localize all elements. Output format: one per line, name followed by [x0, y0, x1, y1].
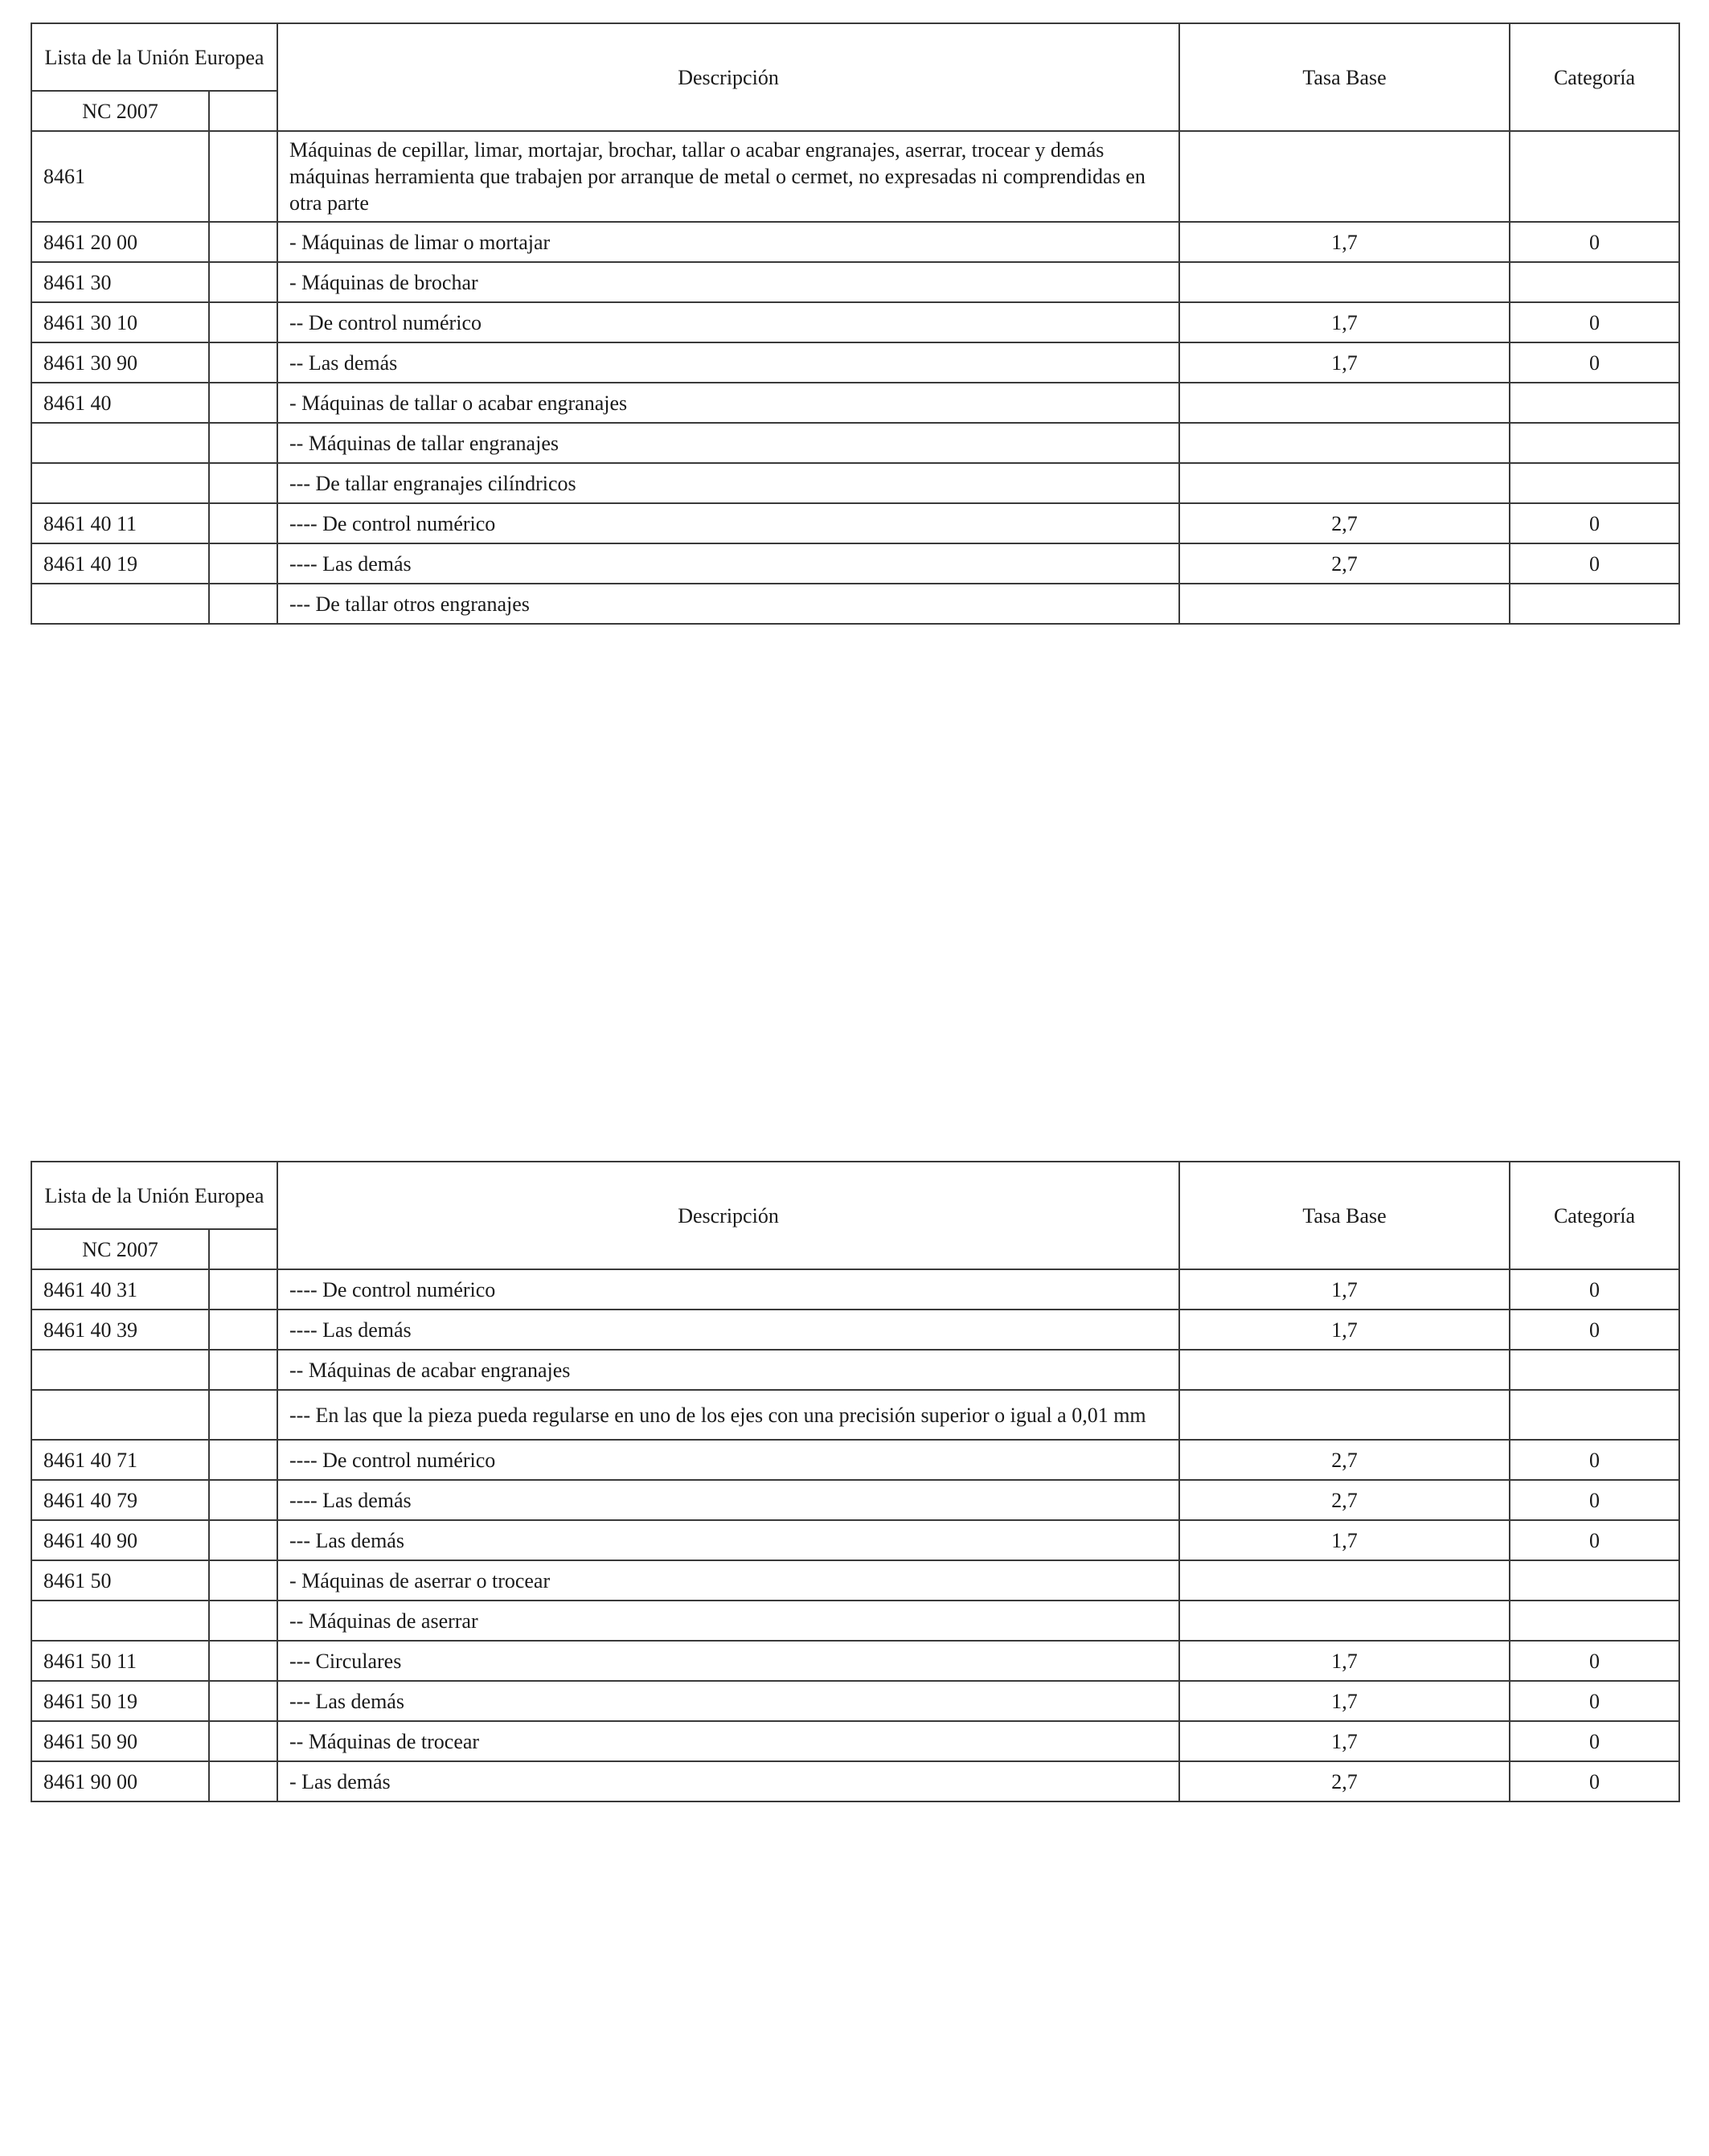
table-row	[31, 1641, 1679, 1681]
blank-cell	[209, 302, 277, 342]
category-cell	[1510, 383, 1679, 423]
table-row	[31, 1681, 1679, 1721]
blank-cell	[209, 383, 277, 423]
table-row	[31, 463, 1679, 503]
category-cell: 0	[1510, 1681, 1679, 1721]
description-cell: -- Máquinas de tallar engranajes	[277, 423, 1179, 463]
blank-cell	[209, 1721, 277, 1761]
blank-cell	[209, 262, 277, 302]
blank-cell	[209, 1310, 277, 1350]
category-header: Categoría	[1510, 23, 1679, 131]
table-row	[31, 503, 1679, 543]
description-cell: --- Circulares	[277, 1641, 1179, 1681]
cn-code-cell: 8461 40 11	[31, 503, 209, 543]
blank-cell	[209, 222, 277, 262]
category-cell: 0	[1510, 1721, 1679, 1761]
base-rate-cell	[1179, 423, 1510, 463]
cn-code-cell	[31, 584, 209, 624]
base-rate-cell	[1179, 131, 1510, 222]
table-row	[31, 1480, 1679, 1520]
description-cell: ---- Las demás	[277, 1480, 1179, 1520]
cn-code-cell: 8461 40 79	[31, 1480, 209, 1520]
category-cell	[1510, 584, 1679, 624]
category-cell	[1510, 1560, 1679, 1601]
cn-code-cell: 8461 30	[31, 262, 209, 302]
table-row	[31, 1269, 1679, 1310]
cn-code-cell: 8461 40	[31, 383, 209, 423]
blank-cell	[209, 503, 277, 543]
base-rate-cell	[1179, 1350, 1510, 1390]
description-header: Descripción	[277, 23, 1179, 131]
category-cell: 0	[1510, 503, 1679, 543]
table-row	[31, 1761, 1679, 1801]
table-row	[31, 1350, 1679, 1390]
cn-code-cell: 8461 50 11	[31, 1641, 209, 1681]
nc-header: NC 2007	[31, 91, 209, 131]
table-row	[31, 1601, 1679, 1641]
tariff-table-1	[31, 23, 1680, 625]
table-row	[31, 423, 1679, 463]
nc-header: NC 2007	[31, 1229, 209, 1269]
base-rate-cell: 1,7	[1179, 1520, 1510, 1560]
category-cell: 0	[1510, 1761, 1679, 1801]
cn-code-cell: 8461 50 19	[31, 1681, 209, 1721]
description-cell: -- Máquinas de acabar engranajes	[277, 1350, 1179, 1390]
base-rate-header: Tasa Base	[1179, 1162, 1510, 1269]
description-cell: --- Las demás	[277, 1520, 1179, 1560]
blank-cell	[209, 1560, 277, 1601]
cn-code-cell: 8461 40 19	[31, 543, 209, 584]
table-row	[31, 222, 1679, 262]
category-cell: 0	[1510, 1520, 1679, 1560]
base-rate-cell	[1179, 383, 1510, 423]
blank-cell	[209, 1390, 277, 1440]
base-rate-cell: 1,7	[1179, 302, 1510, 342]
blank-cell	[209, 1480, 277, 1520]
list-header: Lista de la Unión Europea	[31, 1162, 277, 1229]
blank-cell	[209, 584, 277, 624]
base-rate-cell: 1,7	[1179, 1269, 1510, 1310]
description-cell: ---- De control numérico	[277, 1440, 1179, 1480]
cn-code-cell: 8461 40 39	[31, 1310, 209, 1350]
table-row	[31, 1520, 1679, 1560]
cn-code-cell: 8461 40 90	[31, 1520, 209, 1560]
cn-code-cell: 8461 50 90	[31, 1721, 209, 1761]
category-cell: 0	[1510, 543, 1679, 584]
category-cell	[1510, 1601, 1679, 1641]
base-rate-cell	[1179, 1390, 1510, 1440]
description-cell: ---- Las demás	[277, 1310, 1179, 1350]
description-cell: -- De control numérico	[277, 302, 1179, 342]
description-cell: - Las demás	[277, 1761, 1179, 1801]
category-cell: 0	[1510, 222, 1679, 262]
category-cell: 0	[1510, 1269, 1679, 1310]
blank-cell	[209, 1350, 277, 1390]
table-row	[31, 1721, 1679, 1761]
base-rate-cell: 2,7	[1179, 543, 1510, 584]
table-row	[31, 1310, 1679, 1350]
description-cell: -- Máquinas de trocear	[277, 1721, 1179, 1761]
blank-cell	[209, 1269, 277, 1310]
category-cell	[1510, 423, 1679, 463]
blank-cell	[209, 1761, 277, 1801]
description-cell: -- Las demás	[277, 342, 1179, 383]
base-rate-cell: 1,7	[1179, 342, 1510, 383]
base-rate-cell: 1,7	[1179, 1721, 1510, 1761]
base-rate-cell	[1179, 584, 1510, 624]
category-cell	[1510, 262, 1679, 302]
description-cell: - Máquinas de aserrar o trocear	[277, 1560, 1179, 1601]
base-rate-header: Tasa Base	[1179, 23, 1510, 131]
blank-cell	[209, 131, 277, 222]
blank-cell	[209, 342, 277, 383]
category-cell: 0	[1510, 1480, 1679, 1520]
header-row	[31, 1162, 1679, 1229]
cn-code-cell: 8461 40 31	[31, 1269, 209, 1310]
cn-code-cell: 8461 30 10	[31, 302, 209, 342]
description-cell: --- De tallar otros engranajes	[277, 584, 1179, 624]
description-cell: ---- De control numérico	[277, 503, 1179, 543]
base-rate-cell: 2,7	[1179, 503, 1510, 543]
category-cell	[1510, 1390, 1679, 1440]
cn-code-cell: 8461 50	[31, 1560, 209, 1601]
category-cell: 0	[1510, 1310, 1679, 1350]
description-cell: -- Máquinas de aserrar	[277, 1601, 1179, 1641]
header-row	[31, 23, 1679, 91]
description-cell: --- En las que la pieza pueda regularse en uno de los ejes con una precisión superior o igual a 0,01 mm	[277, 1390, 1179, 1440]
cn-code-cell	[31, 1601, 209, 1641]
base-rate-cell	[1179, 463, 1510, 503]
table-row	[31, 131, 1679, 222]
cn-code-cell	[31, 463, 209, 503]
description-cell: --- De tallar engranajes cilíndricos	[277, 463, 1179, 503]
nc-blank-header	[209, 1229, 277, 1269]
table-row	[31, 584, 1679, 624]
blank-cell	[209, 423, 277, 463]
description-cell: Máquinas de cepillar, limar, mortajar, brochar, tallar o acabar engranajes, aserrar, trocear y demás máquinas herramienta que trabajen por arranque de metal o cermet, no expresadas ni comprendidas en otra parte	[277, 131, 1179, 222]
nc-blank-header	[209, 91, 277, 131]
base-rate-cell: 2,7	[1179, 1761, 1510, 1801]
tariff-table-2	[31, 1161, 1680, 1802]
blank-cell	[209, 1601, 277, 1641]
description-cell: - Máquinas de brochar	[277, 262, 1179, 302]
base-rate-cell	[1179, 1601, 1510, 1641]
description-header: Descripción	[277, 1162, 1179, 1269]
base-rate-cell: 1,7	[1179, 1681, 1510, 1721]
description-cell: --- Las demás	[277, 1681, 1179, 1721]
blank-cell	[209, 543, 277, 584]
cn-code-cell: 8461 90 00	[31, 1761, 209, 1801]
cn-code-cell: 8461 20 00	[31, 222, 209, 262]
base-rate-cell	[1179, 262, 1510, 302]
category-cell	[1510, 463, 1679, 503]
base-rate-cell: 2,7	[1179, 1440, 1510, 1480]
base-rate-cell: 2,7	[1179, 1480, 1510, 1520]
description-cell: ---- De control numérico	[277, 1269, 1179, 1310]
cn-code-cell	[31, 423, 209, 463]
category-cell: 0	[1510, 302, 1679, 342]
blank-cell	[209, 1440, 277, 1480]
list-header: Lista de la Unión Europea	[31, 23, 277, 91]
base-rate-cell: 1,7	[1179, 1641, 1510, 1681]
table-row	[31, 383, 1679, 423]
category-header: Categoría	[1510, 1162, 1679, 1269]
blank-cell	[209, 463, 277, 503]
base-rate-cell: 1,7	[1179, 1310, 1510, 1350]
blank-cell	[209, 1641, 277, 1681]
description-cell: - Máquinas de tallar o acabar engranajes	[277, 383, 1179, 423]
blank-cell	[209, 1681, 277, 1721]
base-rate-cell	[1179, 1560, 1510, 1601]
cn-code-cell: 8461	[31, 131, 209, 222]
table-row	[31, 1390, 1679, 1440]
description-cell: ---- Las demás	[277, 543, 1179, 584]
description-cell: - Máquinas de limar o mortajar	[277, 222, 1179, 262]
category-cell: 0	[1510, 342, 1679, 383]
category-cell	[1510, 1350, 1679, 1390]
table-row	[31, 342, 1679, 383]
blank-cell	[209, 1520, 277, 1560]
category-cell: 0	[1510, 1641, 1679, 1681]
category-cell	[1510, 131, 1679, 222]
table-row	[31, 1560, 1679, 1601]
cn-code-cell: 8461 40 71	[31, 1440, 209, 1480]
table-row	[31, 543, 1679, 584]
table-row	[31, 302, 1679, 342]
table-row	[31, 1440, 1679, 1480]
table-row	[31, 262, 1679, 302]
cn-code-cell	[31, 1350, 209, 1390]
base-rate-cell: 1,7	[1179, 222, 1510, 262]
cn-code-cell	[31, 1390, 209, 1440]
category-cell: 0	[1510, 1440, 1679, 1480]
cn-code-cell: 8461 30 90	[31, 342, 209, 383]
